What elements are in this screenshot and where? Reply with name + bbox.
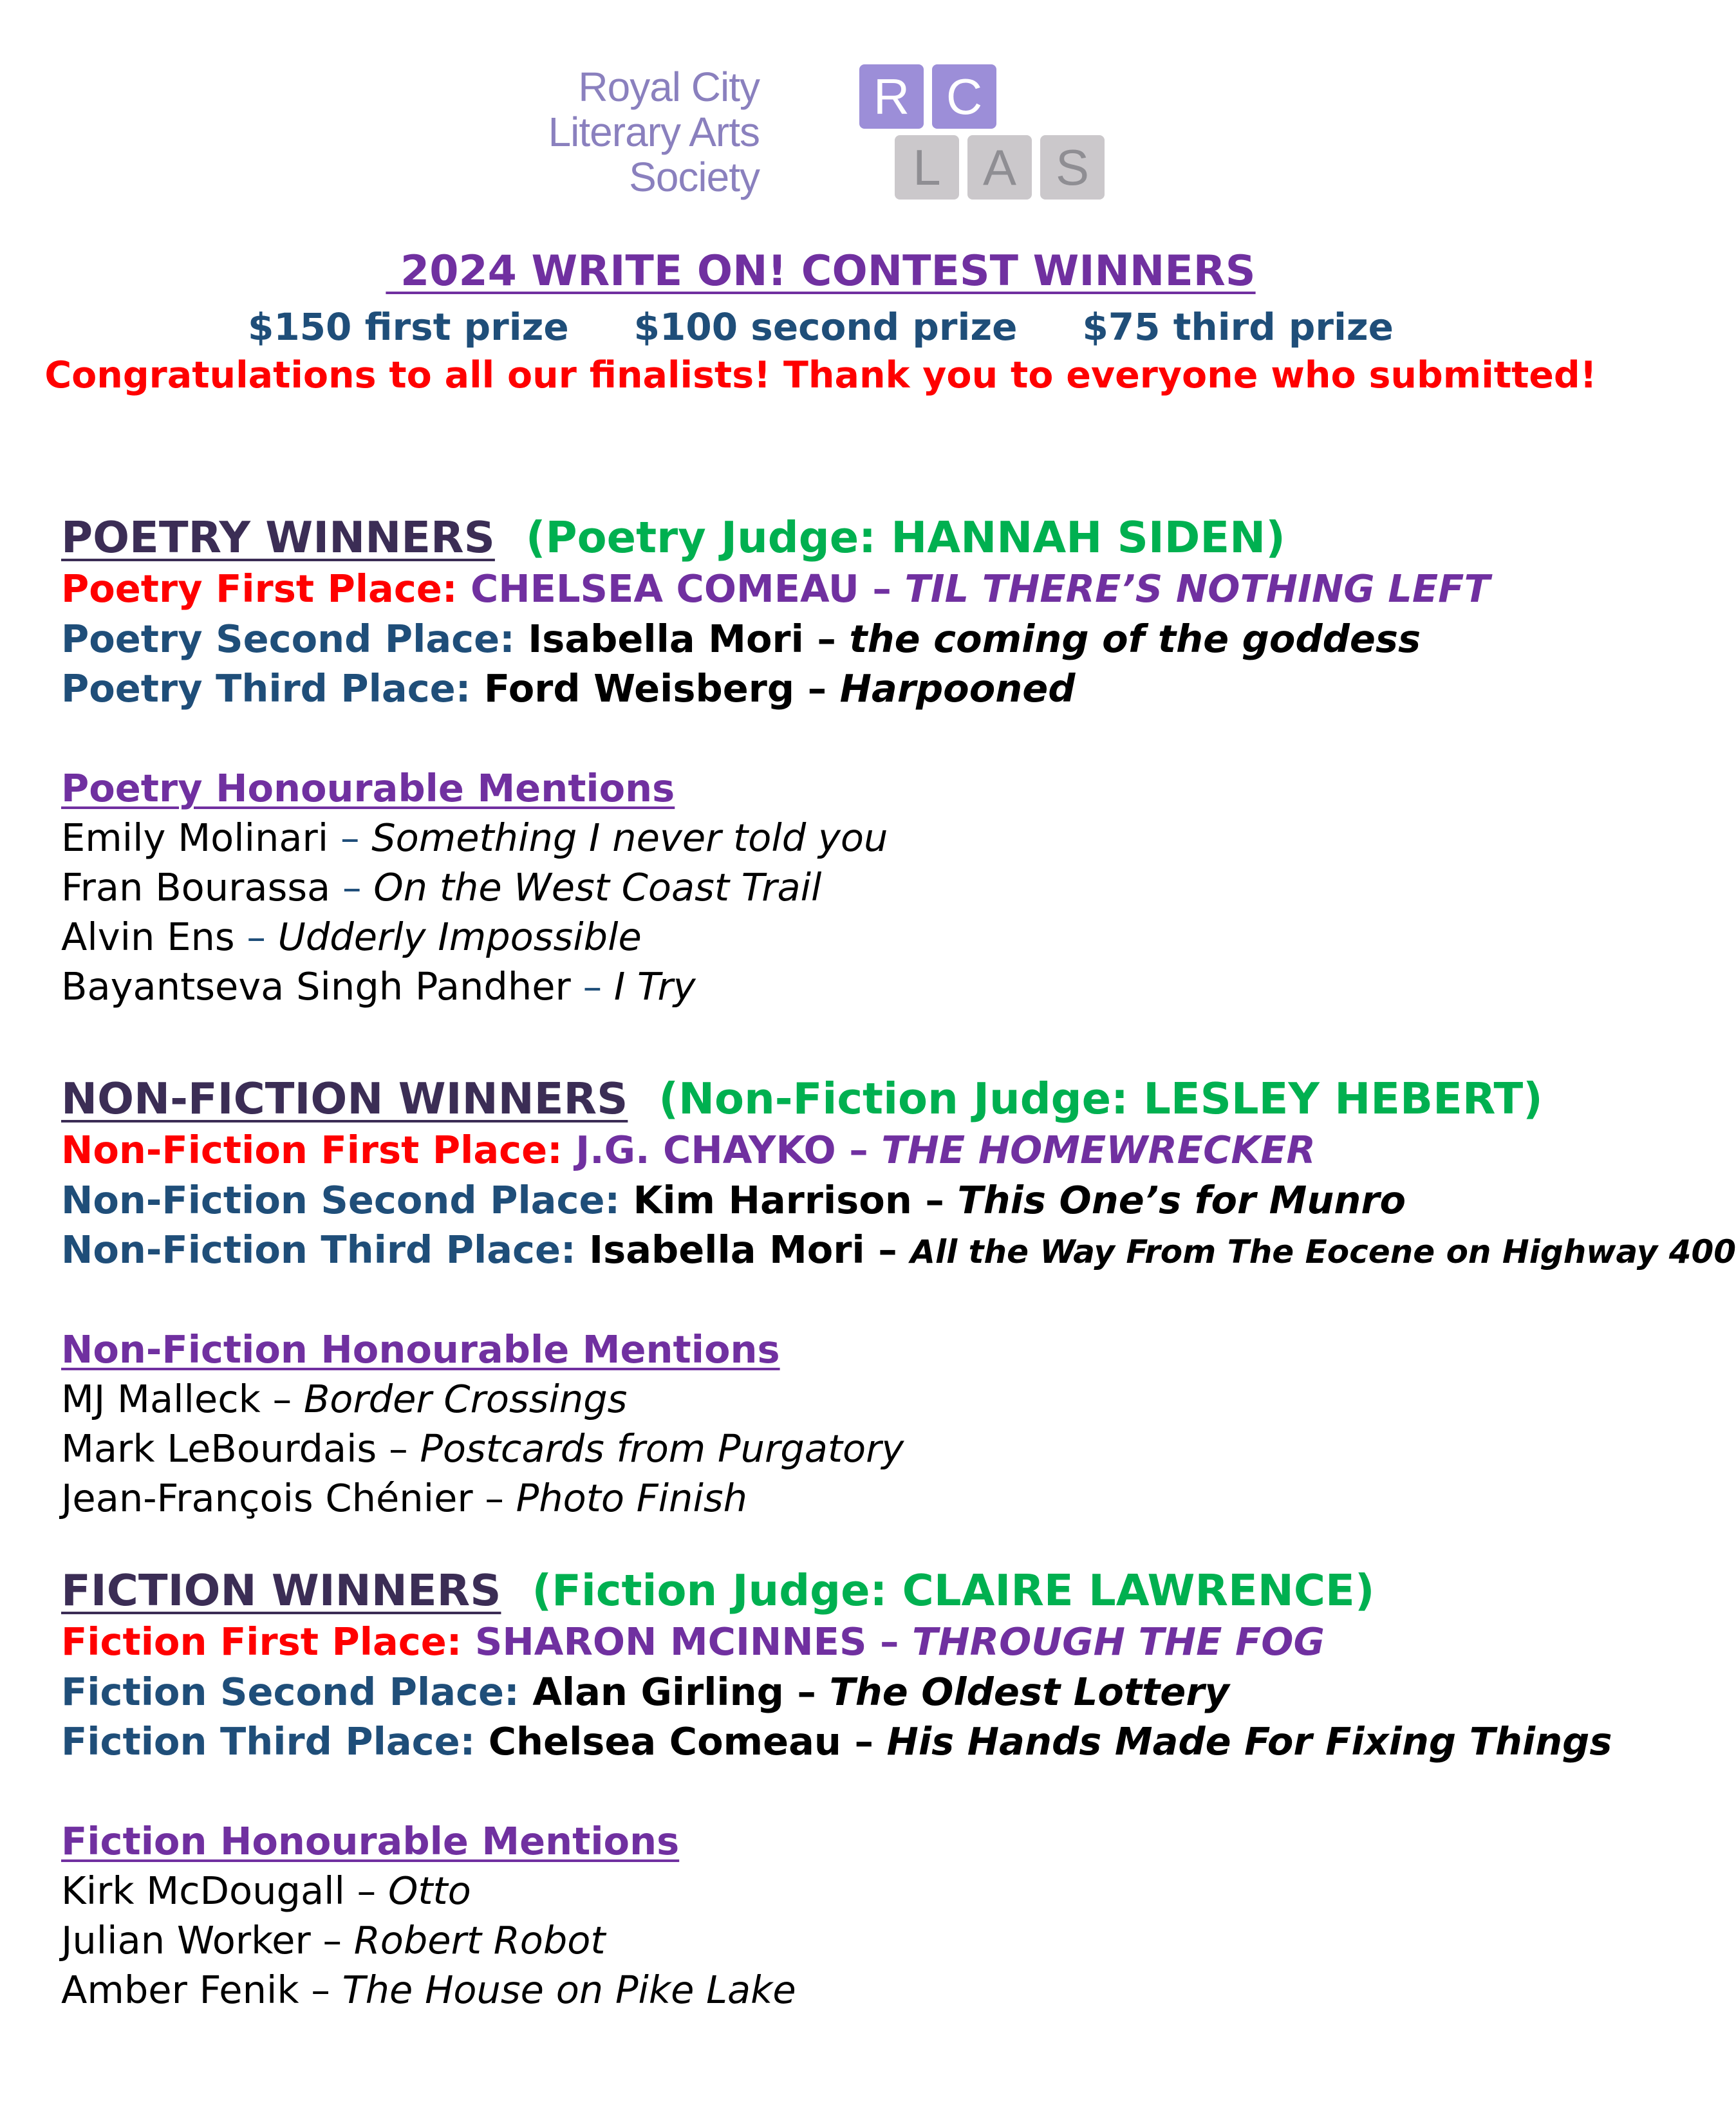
logo-line-1: Royal City — [578, 64, 760, 110]
work-title: This One’s for Munro — [957, 1178, 1406, 1222]
place-label: Non-Fiction First Place: — [61, 1128, 576, 1172]
place-label: Non-Fiction Third Place: — [61, 1227, 590, 1272]
mention-title: Robert Robot — [353, 1918, 606, 1962]
poetry-honourable-mentions-heading: Poetry Honourable Mentions — [61, 766, 675, 810]
work-title: The Oldest Lottery — [829, 1670, 1229, 1714]
fiction-third-place — [61, 1719, 1612, 1764]
page-title: 2024 WRITE ON! CONTEST WINNERS — [386, 247, 1256, 295]
dash: – — [322, 1918, 354, 1962]
winner-name: Alan Girling – — [532, 1670, 830, 1714]
winner-name: Isabella Mori – — [589, 1227, 911, 1272]
dash: – — [389, 1426, 420, 1471]
winner-name: Chelsea Comeau – — [488, 1719, 887, 1764]
logo-tile-s: S — [1040, 135, 1105, 200]
fiction-second-place — [61, 1670, 1229, 1714]
nonfiction-heading: NON-FICTION WINNERS — [61, 1074, 628, 1124]
place-label: Fiction First Place: — [61, 1619, 475, 1664]
work-title: THROUGH THE FOG — [912, 1619, 1325, 1664]
poetry-judge: (Poetry Judge: HANNAH SIDEN) — [525, 512, 1285, 563]
dash: – — [357, 1868, 388, 1913]
list-item — [61, 964, 696, 1009]
mention-name: Julian Worker — [61, 1918, 323, 1962]
mention-title: Postcards from Purgatory — [420, 1426, 904, 1471]
mention-title: On the West Coast Trail — [373, 865, 822, 909]
winner-name: Isabella Mori – — [528, 617, 850, 661]
mention-title: Something I never told you — [371, 815, 888, 860]
poetry-heading: POETRY WINNERS — [61, 512, 495, 563]
list-item — [61, 1868, 471, 1913]
mention-title: Border Crossings — [303, 1377, 628, 1421]
mention-title: Otto — [387, 1868, 471, 1913]
poetry-third-place — [61, 666, 1076, 711]
mention-name: Bayantseva Singh Pandher — [61, 964, 583, 1009]
mention-title: Udderly Impossible — [277, 915, 642, 959]
mention-name: Jean-François Chénier — [61, 1476, 485, 1520]
poetry-second-place — [61, 617, 1421, 661]
fiction-judge: (Fiction Judge: CLAIRE LAWRENCE) — [532, 1565, 1375, 1616]
work-title: His Hands Made For Fixing Things — [886, 1719, 1612, 1764]
mention-name: Emily Molinari — [61, 815, 341, 860]
logo-tile-l: L — [895, 135, 959, 200]
fiction-section-heading — [61, 1565, 1374, 1616]
nonfiction-section-heading — [61, 1074, 1543, 1124]
place-label: Fiction Second Place: — [61, 1670, 533, 1714]
logo-line-2: Literary Arts — [548, 109, 760, 155]
mention-name: Amber Fenik — [61, 1968, 312, 2012]
dash: – — [247, 915, 278, 959]
list-item — [61, 1476, 747, 1520]
prize-amounts: $150 first prize $100 second prize $75 third prize — [247, 305, 1394, 349]
work-title: All the Way From The Eocene on Highway 400 — [910, 1233, 1736, 1271]
winner-name: J.G. CHAYKO – — [575, 1128, 882, 1172]
winner-name: SHARON MCINNES – — [474, 1619, 913, 1664]
work-title: Harpooned — [839, 666, 1076, 711]
list-item — [61, 915, 642, 959]
congratulations-note: Congratulations to all our finalists! Thank you to everyone who submitted! — [44, 354, 1597, 396]
logo-tile-a: A — [967, 135, 1032, 200]
mention-title: The House on Pike Lake — [342, 1968, 796, 2012]
work-title: the coming of the goddess — [849, 617, 1421, 661]
fiction-heading: FICTION WINNERS — [61, 1565, 501, 1616]
dash: – — [342, 865, 374, 909]
place-label: Non-Fiction Second Place: — [61, 1178, 633, 1222]
winner-name: CHELSEA COMEAU – — [470, 566, 905, 611]
list-item — [61, 1968, 796, 2012]
winner-name: Kim Harrison – — [633, 1178, 958, 1222]
mention-name: Alvin Ens — [61, 915, 247, 959]
mention-title: Photo Finish — [516, 1476, 747, 1520]
list-item — [61, 1377, 627, 1421]
fiction-honourable-mentions-heading: Fiction Honourable Mentions — [61, 1819, 680, 1863]
place-label: Poetry Third Place: — [61, 666, 484, 711]
dash: – — [583, 964, 614, 1009]
nonfiction-third-place — [61, 1227, 1736, 1272]
mention-name: Fran Bourassa — [61, 865, 342, 909]
mention-name: Mark LeBourdais — [61, 1426, 389, 1471]
logo-wordmark — [548, 64, 760, 200]
poetry-section-heading — [61, 512, 1285, 563]
rclas-logo — [548, 59, 1107, 207]
list-item — [61, 1426, 904, 1471]
fiction-first-place — [61, 1619, 1325, 1664]
work-title: TIL THERE’S NOTHING LEFT — [904, 566, 1490, 611]
dash: – — [340, 815, 372, 860]
nonfiction-judge: (Non-Fiction Judge: LESLEY HEBERT) — [658, 1074, 1543, 1124]
nonfiction-honourable-mentions-heading: Non-Fiction Honourable Mentions — [61, 1327, 780, 1372]
logo-tile-c: C — [932, 64, 996, 129]
place-label: Fiction Third Place: — [61, 1719, 489, 1764]
list-item — [61, 1918, 606, 1962]
mention-title: I Try — [613, 964, 696, 1009]
dash: – — [311, 1968, 342, 2012]
mention-name: MJ Malleck — [61, 1377, 273, 1421]
place-label: Poetry First Place: — [61, 566, 471, 611]
work-title: THE HOMEWRECKER — [881, 1128, 1316, 1172]
dash: – — [485, 1476, 516, 1520]
list-item — [61, 865, 821, 909]
list-item — [61, 815, 888, 860]
nonfiction-first-place — [61, 1128, 1316, 1172]
poetry-first-place — [61, 566, 1490, 611]
nonfiction-second-place — [61, 1178, 1406, 1222]
place-label: Poetry Second Place: — [61, 617, 528, 661]
logo-tile-r: R — [859, 64, 924, 129]
mention-name: Kirk McDougall — [61, 1868, 357, 1913]
winner-name: Ford Weisberg – — [483, 666, 840, 711]
dash: – — [272, 1377, 304, 1421]
logo-line-3: Society — [629, 154, 760, 200]
